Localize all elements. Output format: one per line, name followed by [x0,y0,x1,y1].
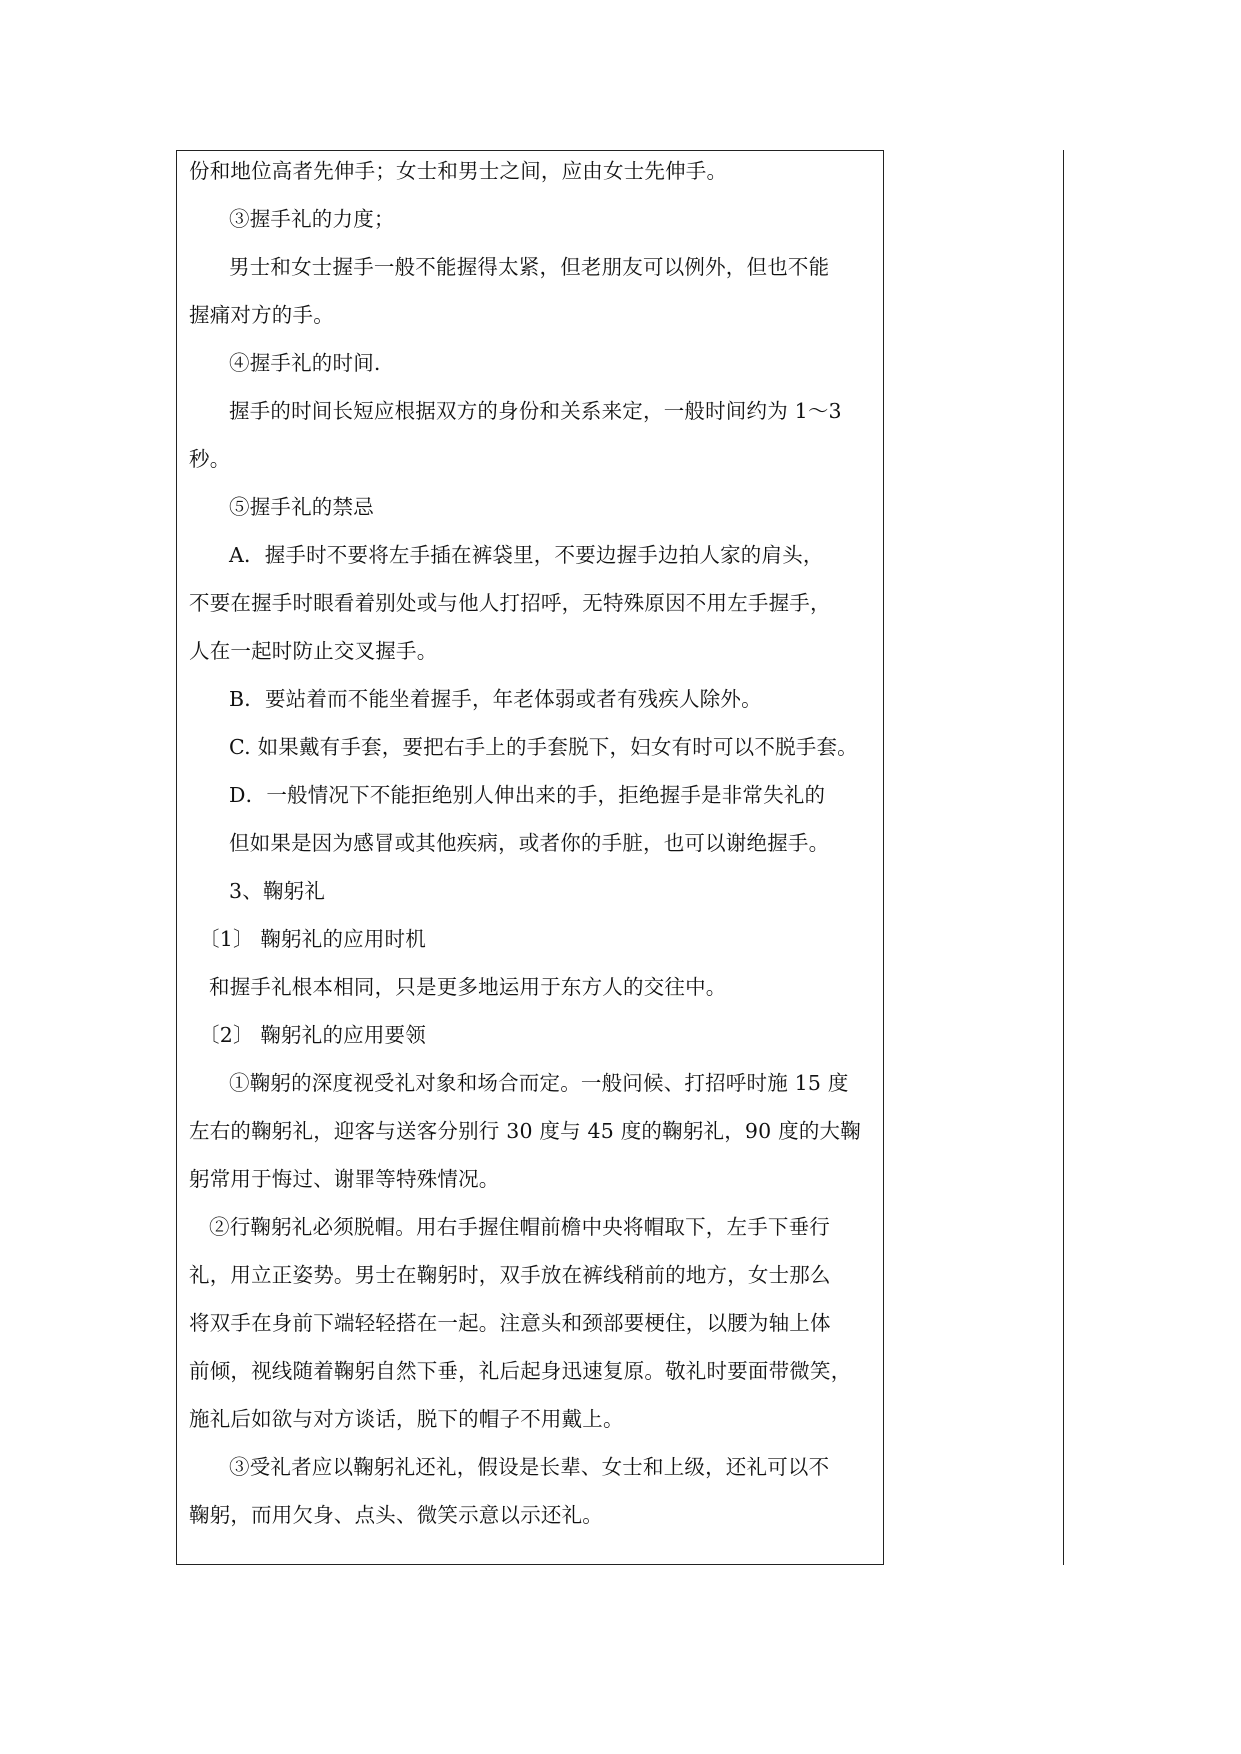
paragraph-line: 鞠躬，而用欠身、点头、微笑示意以示还礼。 [189,1503,603,1527]
paragraph-line: 前倾，视线随着鞠躬自然下垂，礼后起身迅速复原。敬礼时要面带微笑， [189,1359,852,1383]
paragraph-line: 左右的鞠躬礼，迎客与送客分别行 30 度与 45 度的鞠躬礼，90 度的大鞠 [189,1119,861,1143]
paragraph-line: C. 如果戴有手套，要把右手上的手套脱下，妇女有时可以不脱手套。 [229,735,858,759]
paragraph-line: 礼，用立正姿势。男士在鞠躬时，双手放在裤线稍前的地方，女士那么 [189,1263,831,1287]
section-heading: 3、鞠躬礼 [229,879,326,903]
paragraph-line: 躬常用于悔过、谢罪等特殊情况。 [189,1167,500,1191]
paragraph-line: 将双手在身前下端轻轻搭在一起。注意头和颈部要梗住，以腰为轴上体 [189,1311,831,1335]
paragraph-line: A．握手时不要将左手插在裤袋里，不要边握手边拍人家的肩头， [229,543,824,567]
paragraph-line: ③握手礼的力度； [229,207,395,231]
paragraph-line: ④握手礼的时间. [229,351,381,375]
subsection-heading: 〔1〕 鞠躬礼的应用时机 [199,927,426,951]
paragraph-line: ①鞠躬的深度视受礼对象和场合而定。一般问候、打招呼时施 15 度 [229,1071,849,1095]
paragraph-line: 和握手礼根本相同，只是更多地运用于东方人的交往中。 [209,975,727,999]
paragraph-line: 份和地位高者先伸手；女士和男士之间，应由女士先伸手。 [189,159,728,183]
paragraph-line: D．一般情况下不能拒绝别人伸出来的手，拒绝握手是非常失礼的 [229,783,826,807]
paragraph-line: 不要在握手时眼看着别处或与他人打招呼，无特殊原因不用左手握手， [189,591,831,615]
paragraph-line: 但如果是因为感冒或其他疾病，或者你的手脏，也可以谢绝握手。 [229,831,830,855]
paragraph-line: 握手的时间长短应根据双方的身份和关系来定，一般时间约为 1～3 [229,399,842,423]
paragraph-line: 人在一起时防止交叉握手。 [189,639,438,663]
paragraph-line: 秒。 [189,447,231,471]
paragraph-line: ③受礼者应以鞠躬礼还礼，假设是长辈、女士和上级，还礼可以不 [229,1455,830,1479]
paragraph-line: B．要站着而不能坐着握手，年老体弱或者有残疾人除外。 [229,687,762,711]
paragraph-line: ⑤握手礼的禁忌 [229,495,374,519]
subsection-heading: 〔2〕 鞠躬礼的应用要领 [199,1023,426,1047]
content-table-cell [176,150,884,1565]
paragraph-line: 握痛对方的手。 [189,303,334,327]
paragraph-line: ②行鞠躬礼必须脱帽。用右手握住帽前檐中央将帽取下，左手下垂行 [209,1215,830,1239]
paragraph-line: 男士和女士握手一般不能握得太紧，但老朋友可以例外，但也不能 [229,255,830,279]
paragraph-line: 施礼后如欲与对方谈话，脱下的帽子不用戴上。 [189,1407,624,1431]
table-right-border [1063,150,1064,1565]
